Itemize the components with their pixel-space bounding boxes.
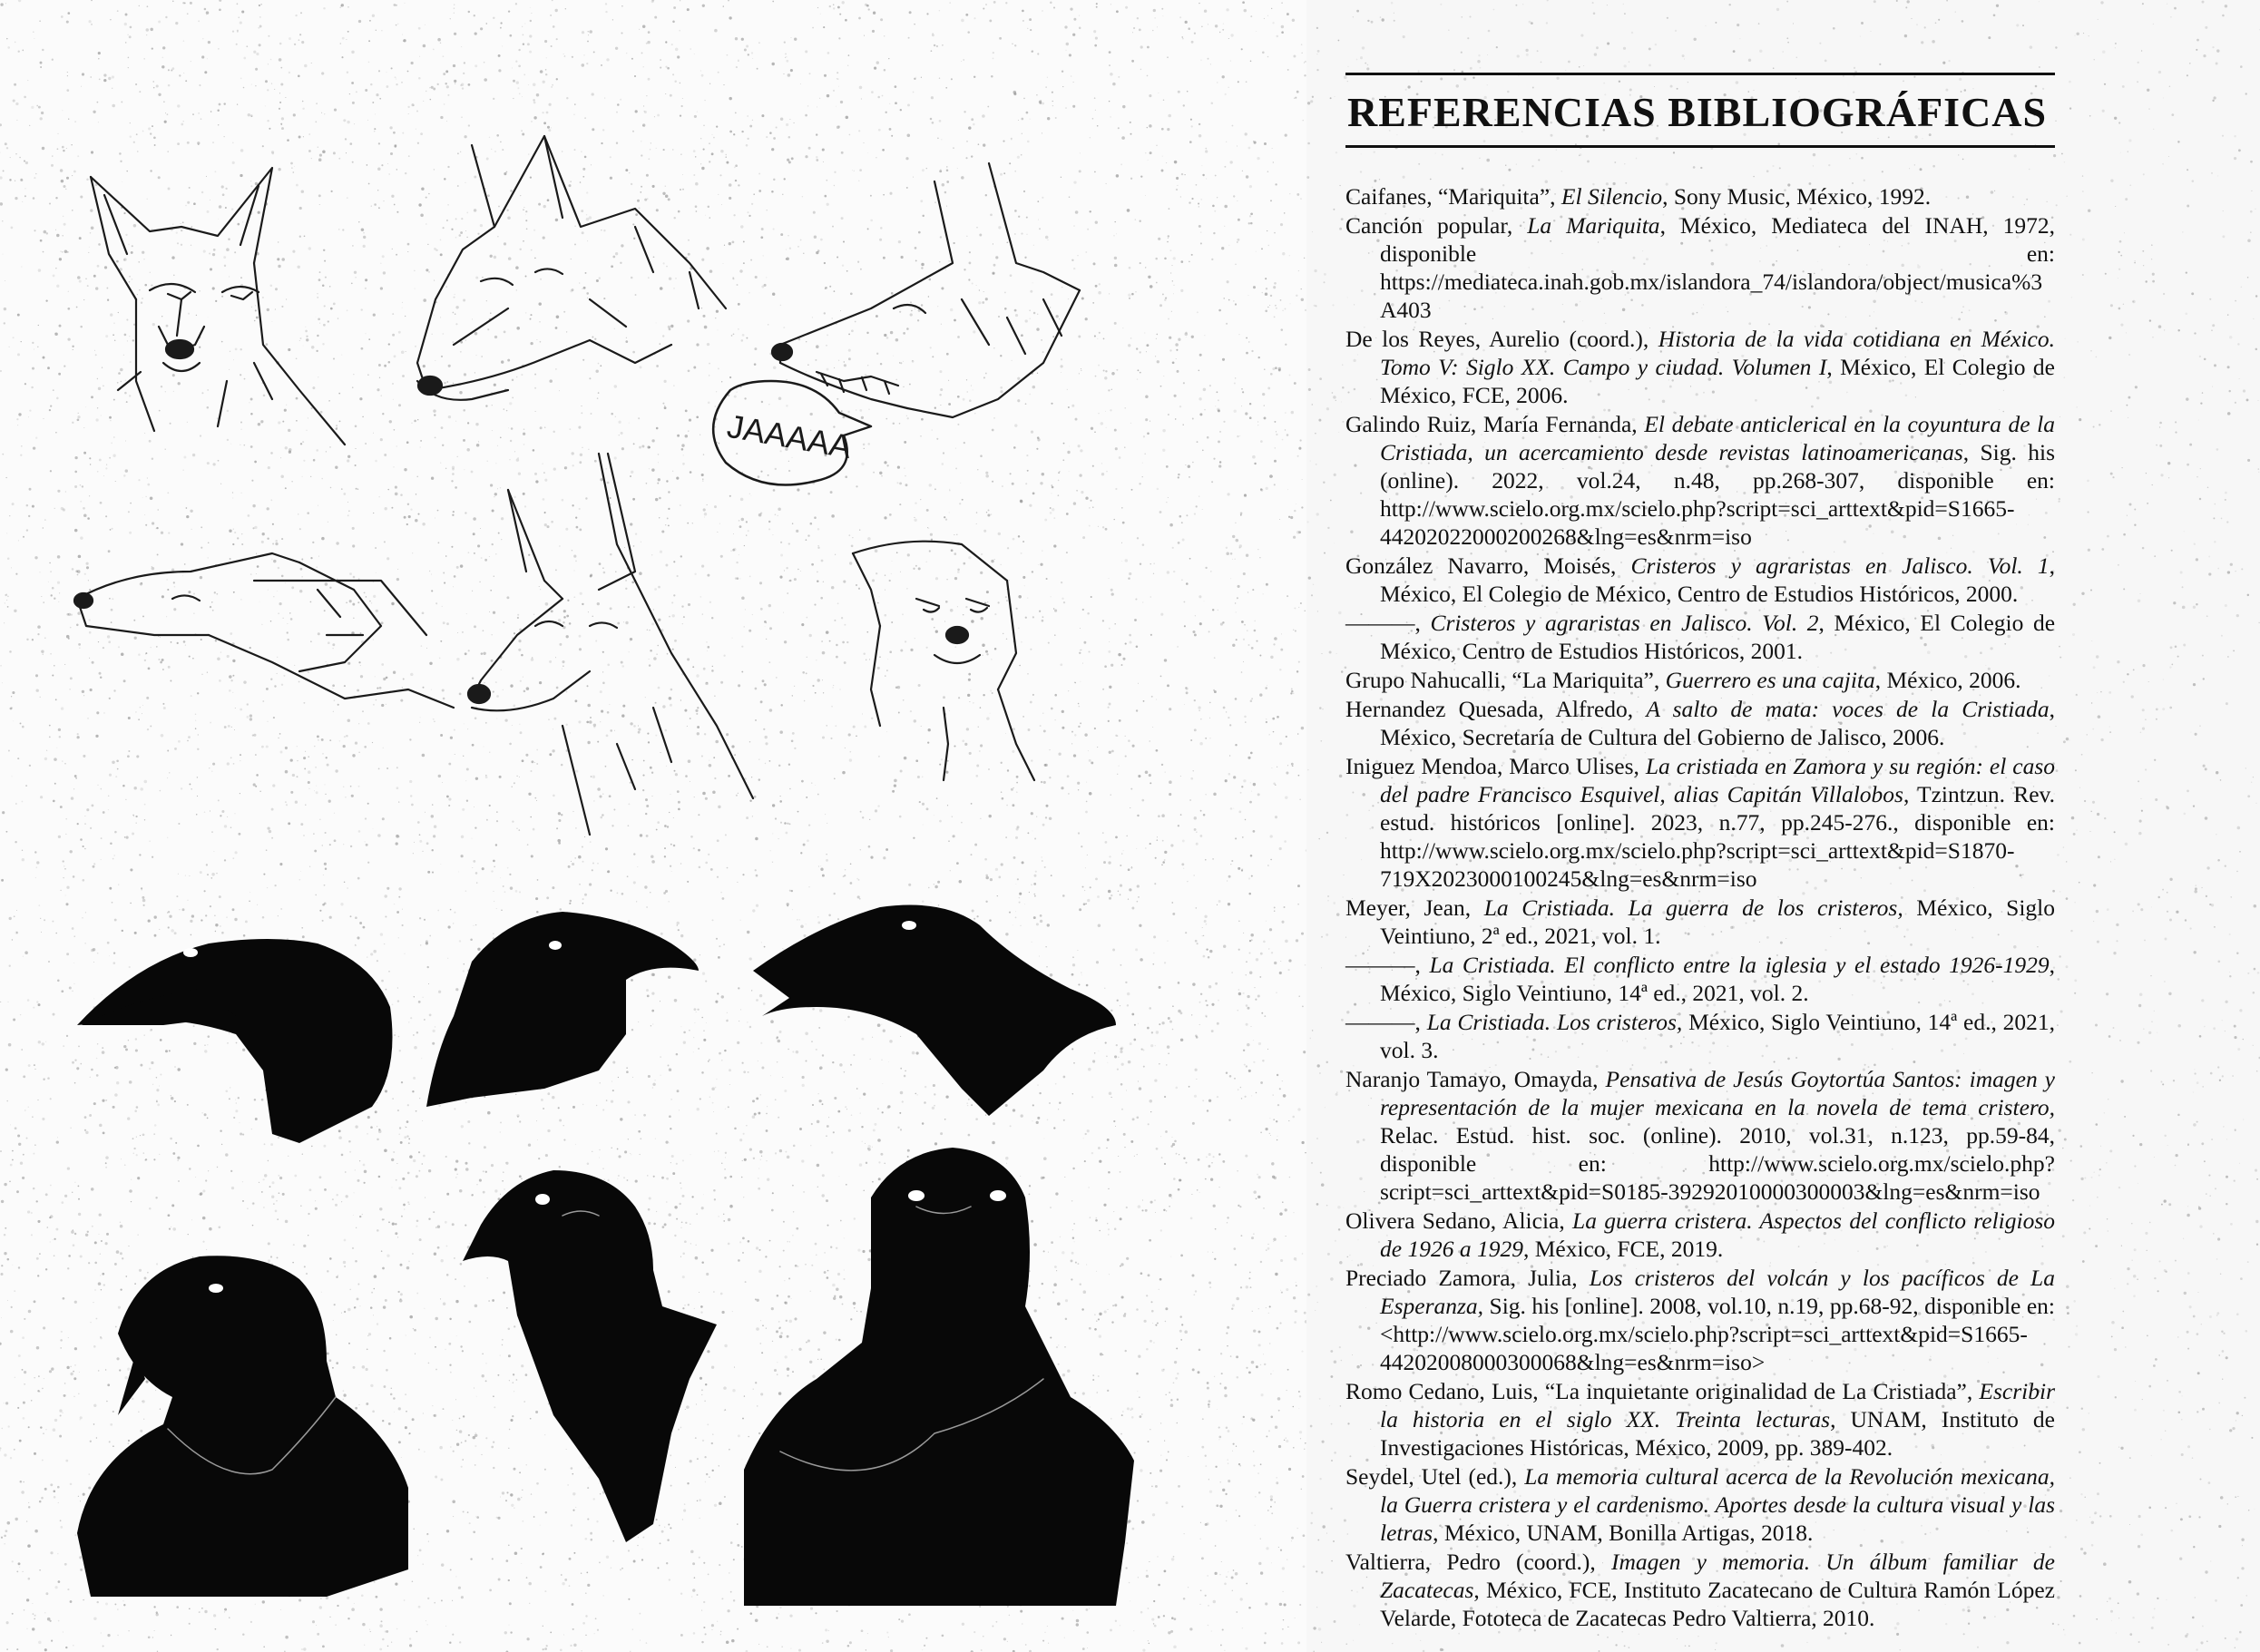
reference-entry (1345, 609, 2055, 665)
crow-silhouette-4 (77, 1256, 408, 1597)
reference-title: La cristiada en Zamora y su región: el caso del padre Francisco Esquivel, alias Capitán Villalobos (1380, 753, 2056, 807)
reference-title: La Cristiada. El conflicto entre la iglesia y el estado 1926-1929 (1429, 952, 2050, 978)
reference-details: , México, FCE, Instituto Zacatecano de Cultura Ramón López Velarde, Fototeca de Zacatecas Pedro Valtierra, 2010. (1380, 1577, 2055, 1631)
coyote-sketch-snarl (417, 136, 726, 400)
coyote-sketch-frown (853, 542, 1034, 780)
reference-author: Caifanes, “Mariquita”, (1345, 183, 1561, 210)
reference-title: El debate anticlerical en la coyuntura de la Cristiada, un acercamiento desde revistas latinoamericanas (1380, 411, 2055, 465)
crow-silhouette-2 (426, 912, 699, 1107)
reference-details: Relac. Estud. hist. soc. (online). 2010, vol.31, n.123, pp.59-84, disponible en: http://www.scielo.org.mx/scielo.php?script=sci_arttext&pid=S0185-39292010000300003&lng=es&nrm=iso (1380, 1122, 2055, 1205)
reference-title: La Cristiada. Los cristeros, (1426, 1009, 1683, 1035)
reference-details: , México, FCE, 2019. (1522, 1236, 1724, 1262)
references-list (1345, 182, 2055, 1632)
reference-title: Guerrero es una cajita (1665, 667, 1875, 693)
reference-details: , México, 2006. (1874, 667, 2021, 693)
reference-author: ———, (1345, 610, 1431, 636)
reference-author: Canción popular, (1345, 212, 1528, 239)
reference-title: La guerra cristera. Aspectos del conflicto religioso de 1926 a 1929 (1380, 1207, 2055, 1262)
reference-title: A salto de mata: voces de la Cristiada (1646, 696, 2050, 722)
crow-silhouette-3 (753, 905, 1116, 1117)
reference-details: , México, El Colegio de México, Centro de Estudios Históricos, 2000. (1380, 552, 2056, 607)
reference-entry (1345, 552, 2055, 608)
reference-details: México, Siglo Veintiuno, 2ª ed., 2021, vol. 1. (1380, 894, 2056, 949)
reference-title: Escribir la historia en el siglo XX. Treinta lecturas (1380, 1378, 2055, 1432)
reference-title: La Mariquita (1527, 212, 1660, 239)
reference-title: Pensativa de Jesús Goytortúa Santos: imagen y representación de la mujer mexicana en la novela de tema cristero, (1380, 1066, 2055, 1120)
crow-silhouette-6 (744, 1148, 1134, 1606)
reference-author: De los Reyes, Aurelio (coord.), (1345, 326, 1658, 352)
references-heading: REFERENCIAS BIBLIOGRÁFICAS (1347, 89, 2048, 135)
reference-details: Sig. his [online]. 2008, vol.10, n.19, pp.68-92, disponible en: <http://www.scielo.org.mx/scielo.php?script=sci_arttext&pid=S1665-44202008000300068&lng=es&nrm=iso> (1380, 1293, 2055, 1375)
reference-entry (1345, 1264, 2055, 1376)
reference-entry (1345, 325, 2055, 409)
reference-author: Seydel, Utel (ed.), (1345, 1463, 1525, 1490)
reference-entry (1345, 666, 2055, 694)
reference-details: , México, Secretaría de Cultura del Gobierno de Jalisco, 2006. (1380, 696, 2055, 750)
reference-entry (1345, 182, 2055, 210)
reference-entry (1345, 894, 2055, 950)
reference-details: , México, Mediateca del INAH, 1972, disponible en: https://mediateca.inah.gob.mx/islandora_74/islandora/object/musica%3A403 (1380, 212, 2055, 323)
reference-author: Olivera Sedano, Alicia, (1345, 1207, 1573, 1234)
reference-entry (1345, 1065, 2055, 1206)
reference-author: Grupo Nahucalli, “La Mariquita”, (1345, 667, 1666, 693)
reference-entry (1345, 951, 2055, 1007)
reference-author: Naranjo Tamayo, Omayda, (1345, 1066, 1606, 1092)
crow-silhouette-1 (77, 939, 393, 1143)
reference-author: Galindo Ruiz, María Fernanda, (1345, 411, 1645, 437)
reference-author: ———, (1345, 1009, 1427, 1035)
coyote-sketch-front (91, 168, 345, 445)
reference-author: Valtierra, Pedro (coord.), (1345, 1549, 1611, 1575)
reference-entry (1345, 752, 2055, 893)
reference-entry (1345, 1548, 2055, 1632)
reference-entry (1345, 211, 2055, 324)
speech-bubble (713, 381, 871, 485)
reference-title: Cristeros y agraristas en Jalisco. Vol. 2 (1430, 610, 1819, 636)
reference-title: Los cristeros del volcán y los pacíficos de La Esperanza, (1380, 1265, 2055, 1319)
reference-details: , Sig. his (online). 2022, vol.24, n.48, pp.268-307, disponible en: http://www.scielo.org.mx/scielo.php?script=sci_arttext&pid=S1665-44202022000200268&lng=es&nrm=iso (1380, 439, 2055, 550)
references-section (1345, 73, 2055, 1633)
crow-silhouette-5 (463, 1170, 717, 1542)
reference-entry (1345, 1207, 2055, 1263)
reference-author: Meyer, Jean, (1345, 894, 1484, 921)
reference-title: El Silencio (1560, 183, 1663, 210)
reference-details: México, Siglo Veintiuno, 14ª ed., 2021, vol. 3. (1380, 1009, 2056, 1063)
reference-details: , Tzintzun. Rev. estud. históricos [online]. 2023, n.77, pp.245-276., disponible en: http://www.scielo.org.mx/scielo.php?script=sci_arttext&pid=S1870-719X2023000100245&lng=es&nrm=iso (1380, 781, 2055, 892)
heading-bottom-rule (1345, 145, 2055, 148)
reference-author: Iniguez Mendoa, Marco Ulises, (1345, 753, 1646, 779)
reference-details: , México, UNAM, Bonilla Artigas, 2018. (1433, 1520, 1814, 1546)
coyote-sketch-center (468, 454, 753, 835)
reference-details: , México, El Colegio de México, Centro de Estudios Históricos, 2001. (1380, 610, 2056, 664)
reference-details: , México, Siglo Veintiuno, 14ª ed., 2021, vol. 2. (1380, 952, 2056, 1006)
reference-title: Imagen y memoria. Un álbum familiar de Zacatecas (1380, 1549, 2055, 1603)
reference-entry (1345, 1377, 2055, 1461)
reference-author: González Navarro, Moisés, (1345, 552, 1631, 579)
reference-details: , México, El Colegio de México, FCE, 2006. (1380, 354, 2055, 408)
speech-bubble-text: JAAAAA (724, 406, 855, 466)
reference-entry (1345, 1462, 2055, 1547)
reference-author: ———, (1345, 952, 1430, 978)
reference-author: Romo Cedano, Luis, “La inquietante originalidad de La Cristiada”, (1345, 1378, 1980, 1404)
reference-details: , UNAM, Instituto de Investigaciones Históricas, México, 2009, pp. 389-402. (1380, 1406, 2055, 1461)
reference-entry (1345, 1008, 2055, 1064)
reference-title: Historia de la vida cotidiana en México. Tomo V: Siglo XX. Campo y ciudad. Volumen I (1380, 326, 2055, 380)
reference-entry (1345, 410, 2055, 551)
reference-entry (1345, 695, 2055, 751)
reference-title: La memoria cultural acerca de la Revolución mexicana, la Guerra cristera y el cardenismo. Aportes desde la cultura visual y las letras (1380, 1463, 2055, 1546)
reference-title: Cristeros y agraristas en Jalisco. Vol. 1 (1630, 552, 2050, 579)
reference-author: Hernandez Quesada, Alfredo, (1345, 696, 1647, 722)
coyote-sketch-growl (772, 163, 1080, 417)
coyote-sketch-profile (74, 553, 454, 708)
reference-title: La Cristiada. La guerra de los cristeros, (1483, 894, 1903, 921)
reference-details: , Sony Music, México, 1992. (1662, 183, 1932, 210)
reference-author: Preciado Zamora, Julia, (1345, 1265, 1590, 1291)
